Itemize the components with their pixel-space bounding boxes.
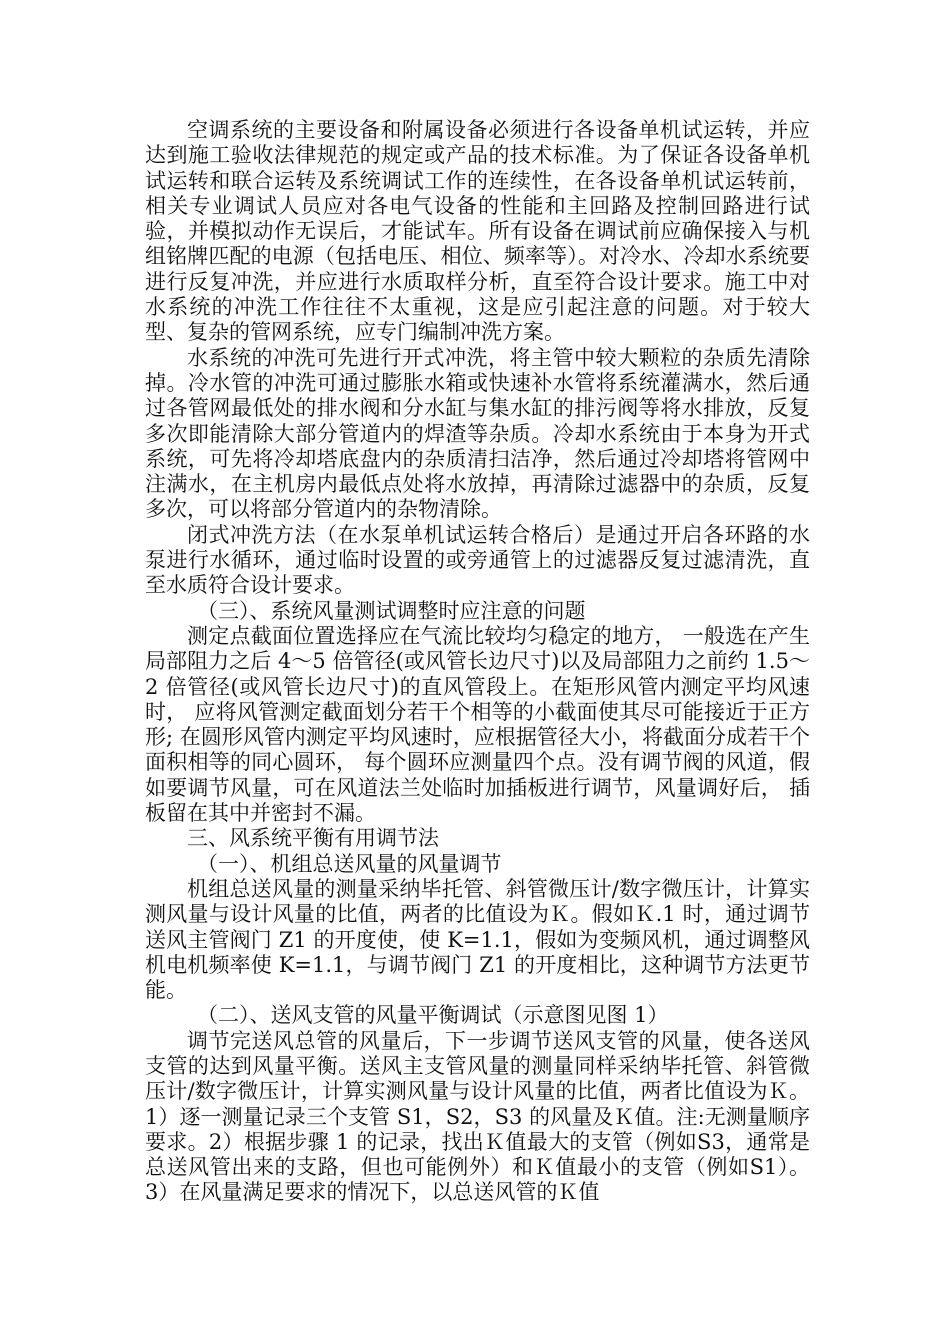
- section-heading-airflow-testing: （三）、系统风量测试调整时应注意的问题: [197, 598, 586, 623]
- paragraph-branch-adjustment: 调节完送风总管的风量后，下一步调节送风支管的风量，使各送风支管的达到风量平衡。送风主支管风量的测量同样采纳毕托管、斜管微压计/数字微压计，计算实测风量与设计风量的比值，两者比值设为Ｋ。1）逐一测量记录三个支管 S1，S2，S3 的风量及Ｋ值。注:无测量顺序要求。2）根据步骤 1 的记录，找出Ｋ值最大的支管（例如S3，通常是总送风管出来的支路，但也可能例外）和Ｋ值最小的支管（例如S1）。3）在风量满足要求的情况下，以总送风管的Ｋ值: [145, 1028, 810, 1205]
- section-heading-total-supply-air: （一）、机组总送风量的风量调节: [197, 851, 502, 876]
- document-body: [145, 118, 810, 1206]
- section-heading-air-balance: 三、风系统平衡有用调节法: [187, 826, 439, 851]
- paragraph-equipment-trial-run: 空调系统的主要设备和附属设备必须进行各设备单机试运转，并应达到施工验收法律规范的规定或产品的技术标准。为了保证各设备单机试运转和联合运转及系统调试工作的连续性，在各设备单机试运转前，相关专业调试人员应对各电气设备的性能和主回路及控制回路进行试验，并模拟动作无误后，才能试车。所有设备在调试前应确保接入与机组铭牌匹配的电源（包括电压、相位、频率等）。对冷水、冷却水系统要进行反复冲洗，并应进行水质取样分析，直至符合设计要求。施工中对水系统的冲洗工作往往不太重视，这是应引起注意的问题。对于较大型、复杂的管网系统，应专门编制冲洗方案。: [145, 118, 810, 345]
- paragraph-open-flushing: 水系统的冲洗可先进行开式冲洗，将主管中较大颗粒的杂质先清除掉。冷水管的冲洗可通过膨胀水箱或快速补水管将系统灌满水，然后通过各管网最低处的排水阀和分水缸与集水缸的排污阀等将水排放，反复多次即能清除大部分管道内的焊渣等杂质。冷却水系统由于本身为开式系统，可先将冷却塔底盘内的杂质清扫洁净，然后通过冷却塔将管网中注满水，在主机房内最低点处将水放掉，再清除过滤器中的杂质，反复多次，可以将部分管道内的杂物清除。: [145, 345, 810, 522]
- paragraph-total-supply-adjustment: 机组总送风量的测量采纳毕托管、斜管微压计/数字微压计，计算实测风量与设计风量的比值，两者的比值设为Ｋ。假如Ｋ.1 时，通过调节送风主管阀门 Z1 的开度使，使 K=1.1，假如为变频风机，通过调整风机电机频率使 K=1.1，与调节阀门 Z1 的开度相比，这种调节方法更节能。: [145, 876, 810, 1003]
- section-heading-branch-balance: （二）、送风支管的风量平衡调试（示意图见图 1）: [197, 1003, 669, 1028]
- paragraph-measurement-section: 测定点截面位置选择应在气流比较均匀稳定的地方， 一般选在产生局部阻力之后 4～5 倍管径(或风管长边尺寸)以及局部阻力之前约 1.5～2 倍管径(或风管长边尺寸)的直风管段上。在矩形风管内测定平均风速时， 应将风管测定截面划分若干个相等的小截面使其尽可能接近于正方形; 在圆形风管内测定平均风速时，应根据管径大小，将截面分成若干个面积相等的同心圆环， 每个圆环应测量四个点。没有调节阀的风道，假如要调节风量，可在风道法兰处临时加插板进行调节，风量调好后， 插板留在其中并密封不漏。: [145, 623, 810, 826]
- paragraph-closed-flushing: 闭式冲洗方法（在水泵单机试运转合格后）是通过开启各环路的水泵进行水循环，通过临时设置的或旁通管上的过滤器反复过滤清洗，直至水质符合设计要求。: [145, 522, 810, 598]
